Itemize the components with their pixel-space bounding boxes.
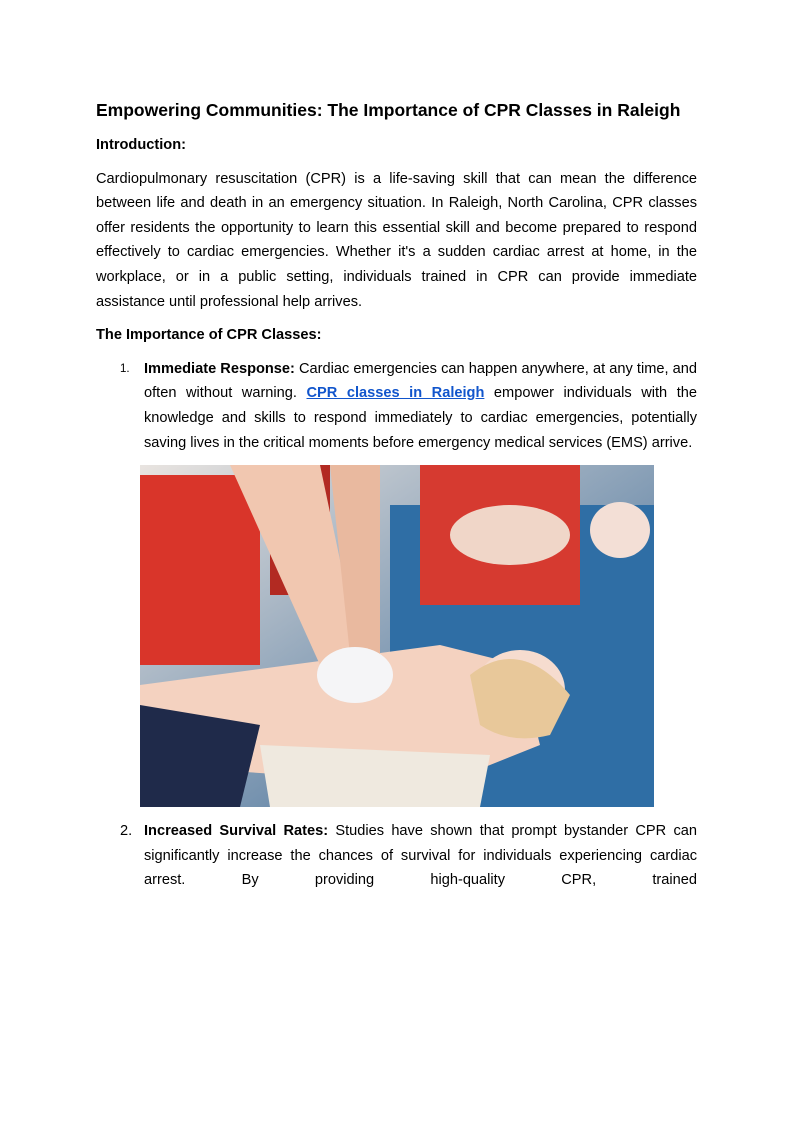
section-heading: The Importance of CPR Classes: [96, 327, 322, 344]
item-title: Immediate Response: [144, 360, 295, 377]
item-title: Increased Survival Rates: [144, 823, 329, 840]
list-number: 1. [120, 362, 130, 375]
intro-paragraph: Cardiopulmonary resuscitation (CPR) is a life-saving skill that can mean the difference between life and death in an emergency situation. In Raleigh, North Carolina, CPR classes offer residents the opportunity to learn this essential skill and become prepared to respond effectively to cardiac emergencies. Whether it's a sudden cardiac arrest at home, in the workplace, or in a public setting, individuals trained in CPR can provide immediate assistance until professional help arrives. [96, 170, 697, 310]
item-text: Studies have shown that prompt bystander CPR can significantly increase the chances of survival for individuals experiencing cardiac arrest. By providing high-quality CPR, trained [144, 823, 697, 889]
cpr-training-photo [140, 465, 654, 807]
importance-list-continued [96, 819, 697, 893]
document-page [96, 96, 697, 903]
document-title: Empowering Communities: The Importance of CPR Classes in Raleigh [96, 100, 681, 120]
item-text: Cardiac emergencies can happen anywhere, at any time, and often without warning. [144, 360, 697, 402]
intro-heading: Introduction: [96, 137, 186, 153]
list-number: 2. [120, 823, 133, 840]
cpr-classes-link[interactable]: CPR classes in Raleigh [306, 385, 485, 402]
item-text: empower individuals with the knowledge and skills to respond immediately to cardiac emergencies, potentially saving lives in the critical moments before emergency medical services (EMS) arrive. [144, 385, 697, 451]
list-item [96, 819, 697, 893]
importance-list [96, 357, 697, 455]
list-item [96, 357, 697, 455]
